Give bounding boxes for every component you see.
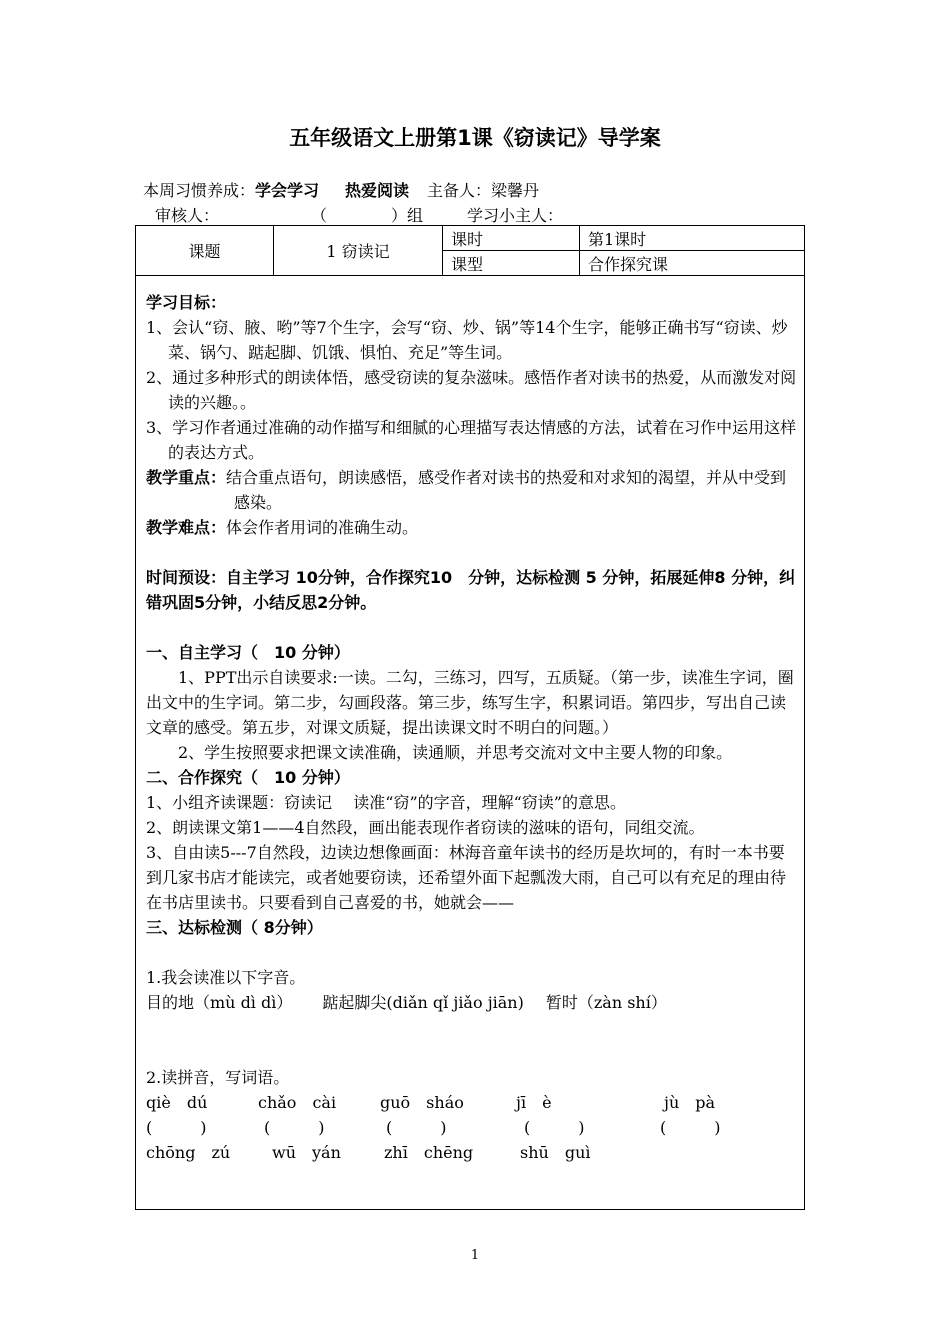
goal-3: 3、学习作者通过准确的动作描写和细腻的心理描写表达情感的方法，试着在习作中运用这样的表达方式。 xyxy=(146,418,797,462)
pronunciation-item: 目的地（mù dì dì） xyxy=(146,993,293,1012)
answer-blank[interactable]: ( ) xyxy=(386,1118,447,1137)
pinyin-item: chǎo cài xyxy=(258,1093,337,1112)
pronunciation-item: 踮起脚尖(diǎn qǐ jiǎo jiān) xyxy=(322,993,524,1012)
pinyin-row-1 xyxy=(146,1090,798,1115)
topic-value: 1 窃读记 xyxy=(274,226,443,276)
difficulty-label: 教学难点： xyxy=(146,518,227,537)
meta-line-2 xyxy=(155,203,563,226)
goal-2: 2、通过多种形式的朗读体悟，感受窃读的复杂滋味。感悟作者对读书的热爱，从而激发对阅读的兴趣。。 xyxy=(146,368,797,412)
teaching-difficulty xyxy=(146,515,798,540)
content-body xyxy=(146,290,798,1165)
question-1-items xyxy=(146,990,798,1015)
pinyin-item: zhī chēng xyxy=(384,1143,474,1162)
lesson-info-table xyxy=(135,225,805,276)
question-2: 2.读拼音，写词语。 xyxy=(146,1068,290,1087)
type-label: 课型 xyxy=(443,251,580,276)
answer-blank[interactable]: ( ) xyxy=(264,1118,325,1137)
section-1-para-1: 1、PPT出示自读要求:一读。二勾，三练习，四写，五质疑。（第一步，读准生字词，圈出文中的生字词。第二步，勾画段落。第三步，练写生字，积累词语。第四步，写出自己读文章的感受。第五步，对课文质疑，提出读课文时不明白的问题。） xyxy=(146,668,794,737)
pinyin-item: qiè dú xyxy=(146,1093,208,1112)
section-2-para-1: 1、小组齐读课题：窃读记 读准“窃”的字音，理解“窃读”的意思。 xyxy=(146,793,626,812)
group-field: （ ）组 xyxy=(311,206,424,225)
section-1-para-2: 2、学生按照要求把课文读准确，读通顺，并思考交流对文中主要人物的印象。 xyxy=(178,743,733,762)
pinyin-item: chōng zú xyxy=(146,1143,231,1162)
pinyin-row-2 xyxy=(146,1140,798,1165)
time-plan: 时间预设：自主学习 10分钟，合作探究10 分钟，达标检测 5 分钟，拓展延伸8 分钟，纠错巩固5分钟，小结反思2分钟。 xyxy=(146,568,796,612)
difficulty-text: 体会作者用词的准确生动。 xyxy=(226,518,419,537)
page-number: 1 xyxy=(470,1248,480,1263)
answer-blank[interactable]: ( ) xyxy=(146,1118,207,1137)
section-2-para-2: 2、朗读课文第1——4自然段，画出能表现作者窃读的滋味的语句，同组交流。 xyxy=(146,818,705,837)
period-value: 第1课时 xyxy=(580,226,805,251)
leader-label: 学习小主人： xyxy=(467,206,564,225)
pinyin-item: wū yán xyxy=(272,1143,341,1162)
goals-title: 学习目标： xyxy=(146,293,227,312)
focus-text: 结合重点语句，朗读感悟，感受作者对读书的热爱和对求知的渴望，并从中受到感染。 xyxy=(226,468,787,512)
section-1-title: 一、自主学习（ 10 分钟） xyxy=(146,643,350,662)
goal-1: 1、会认“窃、腋、哟”等7个生字，会写“窃、炒、锅”等14个生字，能够正确书写“窃读、炒菜、锅勺、踮起脚、饥饿、惧怕、充足”等生词。 xyxy=(146,318,788,362)
habit-value-1: 学会学习 xyxy=(255,181,320,200)
meta-line-1 xyxy=(143,178,539,201)
pronunciation-item: 暂时（zàn shí） xyxy=(545,993,667,1012)
answer-blank[interactable]: ( ) xyxy=(524,1118,585,1137)
page-title: 五年级语文上册第1课《窃读记》导学案 xyxy=(289,126,661,150)
period-label: 课时 xyxy=(443,226,580,251)
focus-label: 教学重点： xyxy=(146,468,227,487)
pinyin-item: shū guì xyxy=(520,1143,591,1162)
blank-row xyxy=(146,1115,798,1140)
pinyin-item: jù pà xyxy=(664,1093,716,1112)
reviewer-label: 审核人： xyxy=(155,206,220,225)
type-value: 合作探究课 xyxy=(580,251,805,276)
teaching-focus xyxy=(146,465,798,515)
habit-value-2: 热爱阅读 xyxy=(345,181,410,200)
pinyin-item: jī è xyxy=(516,1093,552,1112)
habit-label: 本周习惯养成： xyxy=(143,181,256,200)
preparer: 主备人：梁馨丹 xyxy=(427,181,540,200)
content-box xyxy=(135,274,805,1210)
section-2-title: 二、合作探究（ 10 分钟） xyxy=(146,768,350,787)
section-2-para-3: 3、自由读5---7自然段，边读边想像画面：林海音童年读书的经历是坎坷的，有时一本书要到几家书店才能读完，或者她要窃读，还希望外面下起瓢泼大雨，自己可以有充足的理由待在书店里读书。只要看到自己喜爱的书，她就会—— xyxy=(146,843,787,912)
topic-label: 课题 xyxy=(136,226,274,276)
answer-blank[interactable]: ( ) xyxy=(660,1118,721,1137)
question-1: 1.我会读准以下字音。 xyxy=(146,968,306,987)
section-3-title: 三、达标检测（ 8分钟） xyxy=(146,918,323,937)
pinyin-item: guō sháo xyxy=(380,1093,464,1112)
